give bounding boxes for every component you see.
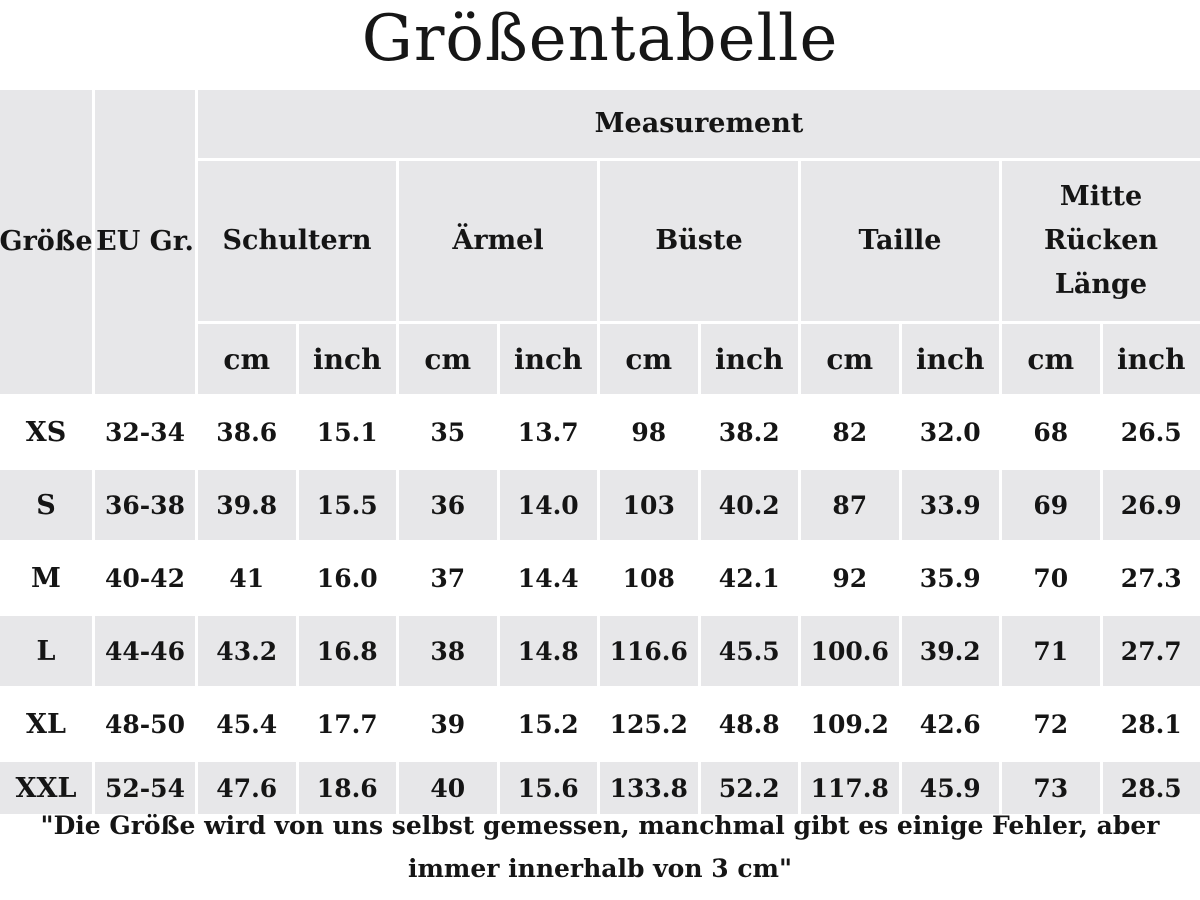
table-cell: 117.8 xyxy=(801,762,899,814)
table-cell: 116.6 xyxy=(600,616,698,686)
table-cell: 35 xyxy=(399,397,497,467)
table-cell: 41 xyxy=(198,543,296,613)
table-cell: 98 xyxy=(600,397,698,467)
row-size-label: XS xyxy=(0,397,92,467)
table-cell: 125.2 xyxy=(600,689,698,759)
table-cell: 39 xyxy=(399,689,497,759)
table-cell: 70 xyxy=(1002,543,1100,613)
row-eu-size: 32-34 xyxy=(95,397,195,467)
table-cell: 68 xyxy=(1002,397,1100,467)
table-cell: 28.1 xyxy=(1103,689,1200,759)
table-cell: 14.4 xyxy=(500,543,598,613)
table-cell: 35.9 xyxy=(902,543,1000,613)
table-cell: 40 xyxy=(399,762,497,814)
table-cell: 92 xyxy=(801,543,899,613)
table-cell: 52.2 xyxy=(701,762,799,814)
row-eu-size: 40-42 xyxy=(95,543,195,613)
table-cell: 28.5 xyxy=(1103,762,1200,814)
unit-header: inch xyxy=(299,324,397,394)
table-cell: 45.4 xyxy=(198,689,296,759)
row-eu-size: 44-46 xyxy=(95,616,195,686)
header-group-waist: Taille xyxy=(801,161,999,321)
table-cell: 133.8 xyxy=(600,762,698,814)
table-cell: 16.0 xyxy=(299,543,397,613)
unit-header: inch xyxy=(500,324,598,394)
header-group-shoulders: Schultern xyxy=(198,161,396,321)
table-cell: 37 xyxy=(399,543,497,613)
header-group-sleeve: Ärmel xyxy=(399,161,597,321)
unit-header: cm xyxy=(198,324,296,394)
table-cell: 87 xyxy=(801,470,899,540)
page-title: Größentabelle xyxy=(361,2,839,76)
row-eu-size: 48-50 xyxy=(95,689,195,759)
table-cell: 72 xyxy=(1002,689,1100,759)
table-cell: 36 xyxy=(399,470,497,540)
table-cell: 40.2 xyxy=(701,470,799,540)
table-cell: 45.5 xyxy=(701,616,799,686)
table-cell: 39.2 xyxy=(902,616,1000,686)
row-eu-size: 52-54 xyxy=(95,762,195,814)
unit-header: cm xyxy=(600,324,698,394)
table-cell: 73 xyxy=(1002,762,1100,814)
table-cell: 103 xyxy=(600,470,698,540)
table-cell: 32.0 xyxy=(902,397,1000,467)
table-cell: 33.9 xyxy=(902,470,1000,540)
table-cell: 27.3 xyxy=(1103,543,1200,613)
header-size: Größe xyxy=(0,90,92,394)
table-cell: 69 xyxy=(1002,470,1100,540)
unit-header: inch xyxy=(902,324,1000,394)
table-cell: 100.6 xyxy=(801,616,899,686)
table-cell: 71 xyxy=(1002,616,1100,686)
table-cell: 15.2 xyxy=(500,689,598,759)
table-cell: 42.6 xyxy=(902,689,1000,759)
table-cell: 14.0 xyxy=(500,470,598,540)
header-group-bust: Büste xyxy=(600,161,798,321)
table-cell: 42.1 xyxy=(701,543,799,613)
measurement-note: "Die Größe wird von uns selbst gemessen, manchmal gibt es einige Fehler, aber immer innerhalb von 3 cm" xyxy=(40,811,1160,883)
table-cell: 108 xyxy=(600,543,698,613)
unit-header: cm xyxy=(1002,324,1100,394)
table-cell: 43.2 xyxy=(198,616,296,686)
table-cell: 45.9 xyxy=(902,762,1000,814)
table-cell: 14.8 xyxy=(500,616,598,686)
header-eu-size: EU Gr. xyxy=(95,90,195,394)
table-cell: 15.5 xyxy=(299,470,397,540)
table-cell: 82 xyxy=(801,397,899,467)
table-cell: 26.5 xyxy=(1103,397,1200,467)
table-cell: 47.6 xyxy=(198,762,296,814)
row-size-label: XL xyxy=(0,689,92,759)
table-cell: 38.6 xyxy=(198,397,296,467)
table-cell: 38.2 xyxy=(701,397,799,467)
unit-header: cm xyxy=(399,324,497,394)
row-eu-size: 36-38 xyxy=(95,470,195,540)
header-measurement: Measurement xyxy=(198,90,1200,158)
size-chart-table xyxy=(0,90,1200,804)
table-cell: 39.8 xyxy=(198,470,296,540)
table-cell: 15.1 xyxy=(299,397,397,467)
table-cell: 27.7 xyxy=(1103,616,1200,686)
table-cell: 48.8 xyxy=(701,689,799,759)
table-cell: 17.7 xyxy=(299,689,397,759)
table-cell: 13.7 xyxy=(500,397,598,467)
header-group-back-length: Mitte Rücken Länge xyxy=(1002,161,1200,321)
table-cell: 16.8 xyxy=(299,616,397,686)
table-cell: 18.6 xyxy=(299,762,397,814)
table-cell: 26.9 xyxy=(1103,470,1200,540)
table-cell: 38 xyxy=(399,616,497,686)
table-cell: 109.2 xyxy=(801,689,899,759)
unit-header: cm xyxy=(801,324,899,394)
row-size-label: L xyxy=(0,616,92,686)
row-size-label: M xyxy=(0,543,92,613)
table-cell: 15.6 xyxy=(500,762,598,814)
unit-header: inch xyxy=(701,324,799,394)
unit-header: inch xyxy=(1103,324,1200,394)
row-size-label: S xyxy=(0,470,92,540)
row-size-label: XXL xyxy=(0,762,92,814)
